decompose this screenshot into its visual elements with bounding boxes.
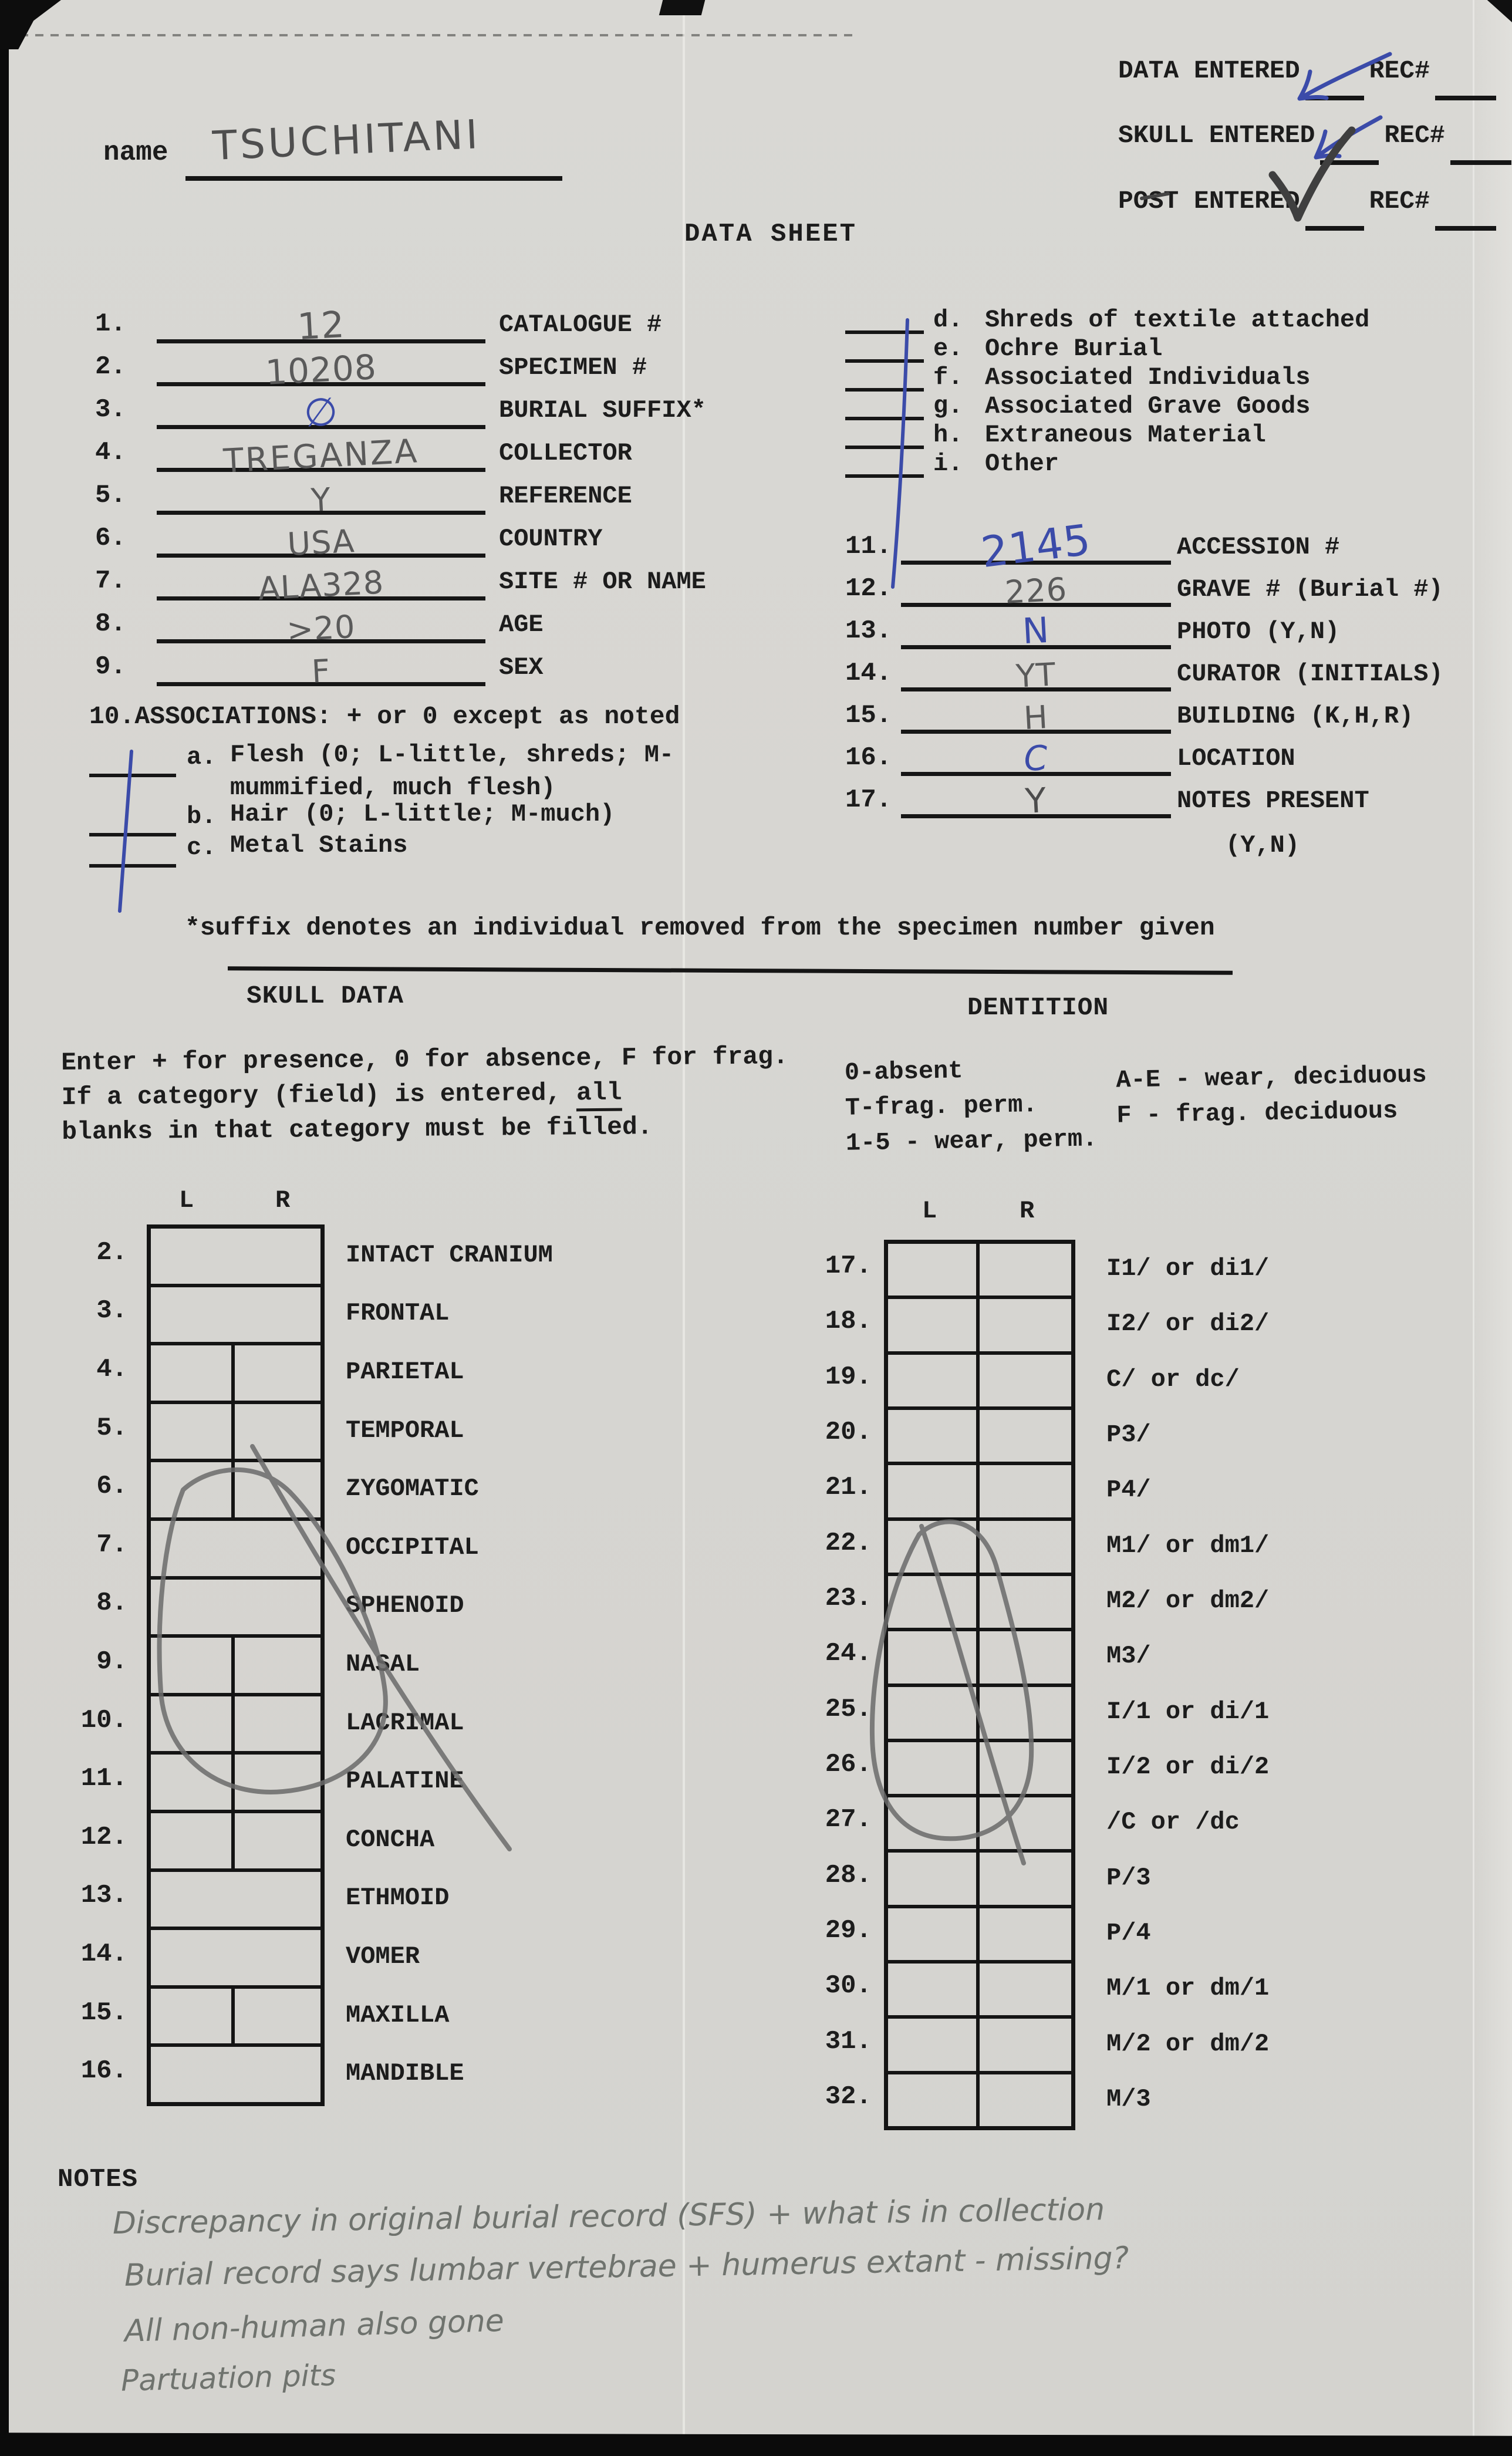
handwritten-value: Y	[310, 481, 332, 519]
association-a-letter: a.	[187, 743, 217, 771]
row-number: 31.	[825, 2026, 872, 2056]
row-number: 19.	[825, 1362, 872, 1392]
row-label: M1/ or dm1/	[1106, 1531, 1270, 1560]
scan-bottom-black-bar	[0, 2433, 1512, 2456]
skull-data-table	[80, 1186, 553, 2106]
left-right-divider	[976, 1742, 980, 1794]
record-items-list	[845, 514, 1508, 859]
blank-line	[845, 474, 924, 478]
item-letter: e.	[933, 335, 963, 363]
rec-number-blank-line	[1450, 137, 1511, 165]
record-item-row	[845, 691, 1508, 737]
row-label: /C or /dc	[1106, 1808, 1240, 1837]
row-number: 5.	[96, 1413, 127, 1443]
skull-entered-blank-line	[1320, 137, 1379, 165]
dentition-table-row	[825, 1853, 1151, 1908]
item-number: 7.	[95, 566, 126, 596]
record-item-row	[845, 514, 1508, 578]
flag-item-row	[845, 392, 1491, 420]
left-right-divider	[976, 1631, 980, 1683]
suffix-footnote: *suffix denotes an individual removed from the specimen number given	[185, 913, 1215, 942]
skull-table-left-column-header: L	[179, 1186, 194, 1214]
handwritten-value: YT	[1015, 656, 1057, 695]
skull-table-row	[96, 1229, 553, 1287]
dentition-legend-entry: F - frag. deciduous	[1116, 1097, 1398, 1130]
catalog-item-row	[88, 558, 910, 608]
record-item-row	[845, 734, 1508, 780]
skull-table-row	[80, 1813, 435, 1872]
item-label: REFERENCE	[499, 482, 632, 510]
handwritten-value: TREGANZA	[222, 432, 420, 481]
handwritten-value: USA	[286, 522, 356, 563]
row-label: PARIETAL	[346, 1358, 464, 1386]
scan-top-speckle-line	[20, 34, 853, 36]
item-number: 8.	[95, 609, 126, 639]
association-b-letter: b.	[187, 802, 217, 831]
row-number: 3.	[96, 1296, 127, 1326]
notes-heading: NOTES	[58, 2165, 139, 2194]
dentition-table-left-column-header: L	[922, 1197, 937, 1225]
dentition-table-row	[825, 1355, 1240, 1410]
dentition-section-heading: DENTITION	[967, 993, 1109, 1022]
row-label: VOMER	[346, 1942, 420, 1971]
skull-table-row	[96, 1521, 479, 1580]
associations-heading	[89, 702, 680, 731]
association-c-letter: c.	[187, 834, 217, 862]
post-entered-blank-line	[1305, 203, 1364, 231]
dentition-table-row	[825, 1631, 1151, 1686]
item-label: Extraneous Material	[985, 421, 1266, 449]
item-letter: h.	[933, 421, 963, 449]
data-entered-label: DATA ENTERED	[1118, 56, 1300, 85]
row-label: MANDIBLE	[346, 2059, 464, 2088]
page-title: DATA SHEET	[684, 220, 858, 249]
instructions-underlined-word: all	[576, 1078, 622, 1112]
handwritten-value: 10208	[264, 347, 378, 393]
row-number: 22.	[825, 1528, 872, 1558]
associations-number: 10.	[89, 702, 135, 731]
item-label: AGE	[499, 610, 544, 639]
row-number: 23.	[825, 1584, 872, 1614]
row-number: 2.	[96, 1237, 127, 1267]
row-number: 30.	[825, 1971, 872, 2001]
item-label: COLLECTOR	[499, 439, 632, 467]
row-label: P4/	[1106, 1476, 1151, 1504]
dentition-table-row	[825, 1964, 1270, 2019]
row-label: TEMPORAL	[346, 1416, 464, 1445]
record-item-row	[845, 565, 1508, 611]
row-number: 16.	[80, 2056, 127, 2086]
handwritten-value: Y	[1024, 780, 1048, 821]
row-number: 24.	[825, 1639, 872, 1669]
row-label: M/2 or dm/2	[1106, 2029, 1270, 2058]
section-divider-line	[228, 966, 1233, 974]
dentition-table-row	[825, 1410, 1151, 1465]
item-letter: f.	[933, 363, 963, 392]
left-right-divider	[231, 1755, 235, 1810]
instructions-line-2	[62, 1078, 622, 1112]
dentition-table-row	[825, 1687, 1270, 1742]
rec-number-blank-line	[1435, 203, 1496, 231]
rec-number-blank-line	[1435, 72, 1496, 100]
row-label: OCCIPITAL	[346, 1533, 479, 1561]
dentition-table-row	[825, 2074, 1151, 2126]
row-label: MAXILLA	[346, 2000, 450, 2029]
item-letter: g.	[933, 392, 963, 420]
row-number: 29.	[825, 1915, 872, 1945]
dentition-table-row	[825, 1299, 1270, 1354]
catalog-item-row	[88, 343, 910, 393]
row-label: INTACT CRANIUM	[346, 1240, 553, 1269]
skull-table-row	[96, 1462, 479, 1521]
dentition-table-row	[825, 1576, 1270, 1631]
left-right-divider	[976, 1687, 980, 1739]
left-right-divider	[976, 1908, 980, 1960]
row-number: 21.	[825, 1473, 872, 1503]
row-number: 32.	[825, 2081, 872, 2111]
scan-corner-blot-top-left	[0, 0, 61, 49]
dentition-table-row	[825, 1742, 1270, 1797]
left-right-divider	[976, 1797, 980, 1849]
association-a-text: Flesh (0; L-little, shreds; M-	[230, 741, 674, 769]
item-number: 16.	[845, 743, 892, 772]
item-label: SEX	[499, 653, 544, 682]
row-label: M/1 or dm/1	[1106, 1974, 1270, 2003]
catalog-item-row	[88, 429, 910, 481]
dentition-table-row	[825, 1465, 1151, 1520]
name-handwritten-value: TSUCHITANI	[211, 112, 482, 170]
dentition-table-row	[825, 1797, 1240, 1853]
row-label: M/3	[1106, 2084, 1151, 2113]
dentition-table-row	[825, 2019, 1270, 2074]
skull-table-row	[96, 1638, 420, 1696]
row-number: 25.	[825, 1694, 872, 1724]
item-label: CATALOGUE #	[499, 311, 662, 339]
row-number: 20.	[825, 1418, 872, 1448]
name-field-label: name	[103, 137, 168, 168]
item-number: 3.	[95, 395, 126, 424]
dentition-table	[825, 1197, 1270, 2130]
skull-entered-row	[1118, 121, 1511, 150]
row-label: FRONTAL	[346, 1299, 450, 1328]
left-right-divider	[976, 1964, 980, 2015]
item-number: 6.	[95, 524, 126, 553]
handwritten-value: 12	[296, 302, 346, 349]
row-label: C/ or dc/	[1106, 1365, 1240, 1394]
item-letter: i.	[933, 450, 963, 478]
record-item-row	[845, 649, 1508, 695]
dentition-table-row	[825, 1521, 1270, 1576]
row-label: P3/	[1106, 1421, 1151, 1449]
row-label: LACRIMAL	[346, 1708, 464, 1737]
left-right-divider	[976, 2074, 980, 2126]
catalog-item-row	[88, 515, 910, 563]
row-label: I/1 or di/1	[1106, 1697, 1270, 1726]
notes-handwritten-line: Burial record says lumbar vertebrae + humerus extant - missing?	[124, 2241, 1129, 2293]
row-label: CONCHA	[346, 1825, 435, 1854]
notes-handwritten-lines	[112, 2192, 1129, 2350]
left-right-divider	[976, 1355, 980, 1406]
item-label: GRAVE # (Burial #)	[1177, 575, 1443, 603]
data-entered-row	[1118, 56, 1496, 85]
left-right-divider	[231, 1696, 235, 1752]
item-number: 11.	[845, 532, 892, 561]
catalog-items-list	[88, 301, 910, 690]
row-number: 26.	[825, 1749, 872, 1779]
skull-table-row	[80, 1872, 450, 1931]
row-number: 8.	[96, 1588, 127, 1618]
left-right-divider	[976, 1521, 980, 1573]
row-number: 12.	[80, 1822, 127, 1852]
left-right-divider	[976, 1299, 980, 1351]
item-number: 17.	[845, 785, 892, 815]
row-label: P/4	[1106, 1918, 1151, 1947]
item-label: SPECIMEN #	[499, 353, 647, 382]
item-number: 13.	[845, 616, 892, 646]
instructions-line-1: Enter + for presence, 0 for absence, F for frag.	[61, 1042, 788, 1077]
item-label: Other	[985, 450, 1059, 478]
left-right-divider	[231, 1989, 235, 2044]
item-label: BUILDING (K,H,R)	[1177, 702, 1414, 730]
dentition-table-right-column-header: R	[1020, 1197, 1035, 1225]
row-number: 17.	[825, 1251, 872, 1281]
row-label: M2/ or dm2/	[1106, 1587, 1270, 1615]
row-number: 15.	[80, 1998, 127, 2027]
row-label: PALATINE	[346, 1767, 464, 1796]
scan-blot-top-center	[659, 0, 705, 15]
left-right-divider	[976, 1576, 980, 1628]
item-letter: d.	[933, 306, 963, 334]
dentition-table-row	[825, 1244, 1270, 1299]
item-label: NOTES PRESENT	[1177, 787, 1369, 815]
left-right-divider	[231, 1638, 235, 1693]
row-number: 14.	[80, 1939, 127, 1969]
flag-item-row	[845, 363, 1491, 392]
skull-table-row	[96, 1580, 464, 1638]
item-label: Associated Individuals	[985, 363, 1311, 392]
left-right-divider	[976, 2019, 980, 2070]
item-number: 5.	[95, 481, 126, 510]
row-label: SPHENOID	[346, 1591, 464, 1620]
handwritten-value: F	[310, 652, 332, 690]
row-number: 4.	[96, 1354, 127, 1384]
row-number: 28.	[825, 1860, 872, 1890]
dentition-legend-entry: T-frag. perm.	[845, 1091, 1038, 1122]
rec-number-label: REC#	[1369, 187, 1430, 215]
row-label: M3/	[1106, 1642, 1151, 1671]
notes-handwritten-line: Discrepancy in original burial record (SFS) + what is in collection	[112, 2192, 1105, 2241]
scan-left-edge-bar	[0, 0, 9, 2456]
row-label: ETHMOID	[346, 1884, 450, 1912]
item-label: Ochre Burial	[985, 335, 1163, 363]
skull-table-row	[96, 1287, 450, 1346]
row-number: 13.	[80, 1881, 127, 1911]
association-a-blank-line	[89, 774, 176, 777]
row-label: NASAL	[346, 1650, 420, 1679]
item-label: Associated Grave Goods	[985, 392, 1311, 420]
item-label: SITE # OR NAME	[499, 568, 706, 596]
handwritten-value: 226	[1004, 571, 1068, 611]
catalog-item-row	[88, 472, 910, 519]
handwritten-value: H	[1022, 698, 1049, 737]
item-label-line2: (Y,N)	[1226, 831, 1300, 859]
record-item-row	[845, 607, 1508, 653]
instructions-line-2-text: If a category (field) is entered,	[61, 1078, 577, 1112]
instructions-line-3: blanks in that category must be filled.	[62, 1112, 653, 1146]
row-number: 6.	[96, 1472, 127, 1502]
left-right-divider	[976, 1465, 980, 1517]
skull-table-row	[80, 1696, 464, 1755]
row-label: I2/ or di2/	[1106, 1310, 1270, 1338]
left-right-divider	[976, 1244, 980, 1296]
association-b-blank-line	[89, 833, 176, 836]
item-label: PHOTO (Y,N)	[1177, 618, 1340, 646]
row-number: 10.	[80, 1705, 127, 1735]
data-entered-blank-line	[1305, 72, 1364, 100]
dentition-legend-column-1	[844, 1054, 1098, 1164]
item-label: ACCESSION #	[1177, 533, 1340, 561]
row-label: ZYGOMATIC	[346, 1475, 479, 1503]
association-b-text: Hair (0; L-little; M-much)	[230, 800, 615, 828]
left-right-divider	[976, 1853, 980, 1904]
skull-table-row	[80, 2047, 464, 2102]
row-label: I/2 or di/2	[1106, 1753, 1270, 1782]
dentition-legend-entry: A-E - wear, deciduous	[1115, 1061, 1427, 1095]
left-right-divider	[231, 1404, 235, 1459]
left-right-divider	[231, 1462, 235, 1517]
name-blank-line	[185, 176, 562, 181]
item-number: 9.	[95, 652, 126, 682]
skull-table-row	[96, 1404, 464, 1463]
flag-item-row	[845, 305, 1491, 334]
item-number: 15.	[845, 701, 892, 730]
dentition-table-row	[825, 1908, 1151, 1964]
row-number: 27.	[825, 1805, 872, 1835]
item-number: 12.	[845, 574, 892, 603]
skull-table-row	[80, 1930, 420, 1989]
item-label: CURATOR (INITIALS)	[1177, 660, 1443, 688]
row-label: P/3	[1106, 1863, 1151, 1892]
skull-entered-label: SKULL ENTERED	[1118, 121, 1315, 150]
record-item-row	[845, 776, 1508, 859]
notes-handwritten-line: All non-human also gone	[124, 2303, 505, 2349]
handwritten-value: 2145	[978, 514, 1094, 578]
dentition-legend-column-2	[1116, 1061, 1427, 1136]
row-number: 7.	[96, 1530, 127, 1560]
burial-flag-items-list	[845, 305, 1491, 478]
handwritten-value: ∅	[302, 389, 340, 436]
row-number: 9.	[96, 1647, 127, 1676]
associations-heading-text: ASSOCIATIONS: + or 0 except as noted	[134, 702, 680, 731]
skull-table-row	[80, 1989, 450, 2047]
catalog-item-row	[88, 600, 910, 649]
dentition-legend-entry: 0-absent	[844, 1057, 963, 1087]
left-right-divider	[231, 1345, 235, 1401]
handwritten-value: N	[1021, 609, 1051, 653]
association-a-text-line2: mummified, much flesh)	[230, 774, 556, 802]
post-entered-label: POST ENTERED	[1118, 187, 1300, 215]
flag-item-row	[845, 334, 1491, 363]
rec-number-label: REC#	[1384, 121, 1445, 150]
row-number: 11.	[80, 1764, 127, 1794]
catalog-item-row	[88, 386, 910, 436]
left-right-divider	[976, 1410, 980, 1462]
skull-table-row	[80, 1755, 464, 1813]
catalog-item-row	[88, 301, 910, 349]
item-number: 1.	[95, 309, 126, 339]
post-entered-row	[1118, 187, 1496, 215]
flag-item-row	[845, 420, 1491, 449]
row-label: I1/ or di1/	[1106, 1254, 1270, 1283]
association-c-blank-line	[89, 864, 176, 868]
item-label: LOCATION	[1177, 744, 1295, 772]
flag-item-row	[845, 449, 1491, 478]
association-c-text: Metal Stains	[230, 831, 408, 859]
dentition-legend-entry: 1-5 - wear, perm.	[845, 1125, 1098, 1158]
item-number: 2.	[95, 352, 126, 382]
rec-number-label: REC#	[1369, 56, 1430, 85]
item-label: Shreds of textile attached	[985, 306, 1370, 334]
skull-table-row	[96, 1345, 464, 1404]
item-label: COUNTRY	[499, 525, 603, 553]
item-number: 4.	[95, 438, 126, 467]
handwritten-value: C	[1022, 737, 1049, 780]
handwritten-value: ALA328	[257, 564, 385, 608]
row-number: 18.	[825, 1307, 872, 1337]
item-label: BURIAL SUFFIX*	[499, 396, 706, 424]
left-right-divider	[231, 1813, 235, 1868]
item-number: 14.	[845, 659, 892, 688]
skull-table-right-column-header: R	[275, 1186, 291, 1214]
catalog-item-row	[88, 643, 910, 690]
notes-footnote-handwritten: Partuation pits	[120, 2358, 336, 2398]
handwritten-value: >20	[285, 608, 357, 649]
skull-data-section-heading: SKULL DATA	[247, 981, 404, 1010]
